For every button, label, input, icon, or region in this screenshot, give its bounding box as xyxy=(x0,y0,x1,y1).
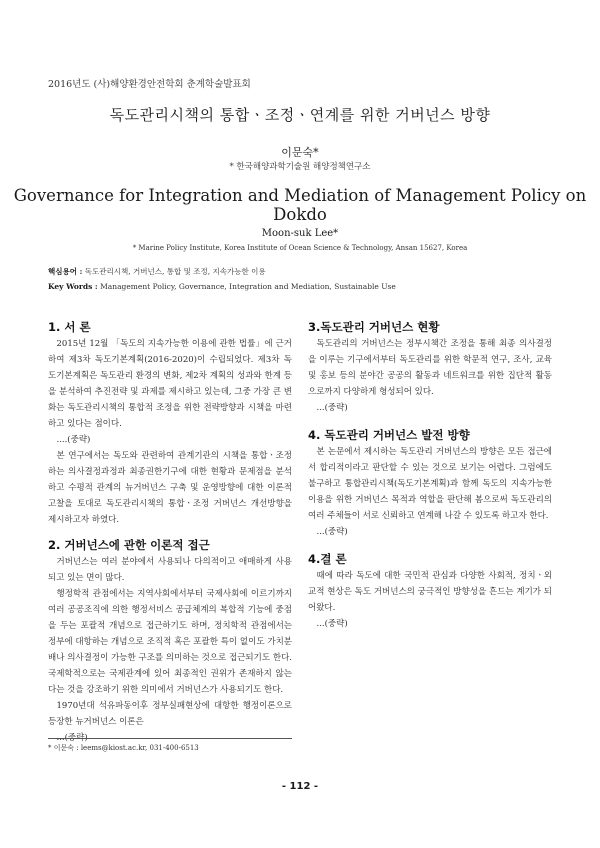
section-2-omission: ...(중략) xyxy=(56,733,88,743)
left-column xyxy=(48,318,292,746)
affiliation-english: * Marine Policy Institute, Korea Institute of Ocean Science & Technology, Ansan 15627, Korea xyxy=(132,244,468,252)
keywords-english-text: Management Policy, Governance, Integration and Mediation, Sustainable Use xyxy=(97,282,396,291)
right-column xyxy=(308,318,552,632)
author-korean: 이문숙* xyxy=(281,146,319,159)
section-3-omission: ...(중략) xyxy=(316,403,348,413)
page-number: - 112 - xyxy=(281,781,319,792)
section-2-paragraph-1: 거버넌스는 여러 분야에서 사용되나 다의적이고 애매하게 사용되고 있는 면이 많다. xyxy=(48,557,292,583)
section-2-paragraph-2: 행정학적 관점에서는 지역사회에서부터 국제사회에 이르기까지 여러 공공조직에 의한 행정서비스 공급체계의 복합적 기능에 중점을 두는 포괄적 개념으로 접근하기도 하며, 정치학적 관점에서는 정부에 대항하는 개념으로 조직적 혹은 포괄한 특이 없이도 가치분배나 의사결정이 가능한 구조를 의미하는 것으로 접근되기도 한다. 국제학적으로는 국제관계에 있어 최종적인 권위가 존재하지 않는다는 것을 강조하기 위한 의미에서 거버넌스가 사용되기도 한다. xyxy=(48,589,292,695)
section-4-paragraph-1: 본 논문에서 제시하는 독도관리 거버넌스의 방향은 모든 접근에서 합리적이라고 판단할 수 있는 것으로 보기는 어렵다. 그럼에도 불구하고 통합관리시책(독도기본계획)과 함께 독도의 지속가능한 이용을 위한 거버넌스 목적과 역할을 판단해 봄으로써 독도관리의 여러 주체들이 서로 신뢰하고 연계해 나갈 수 있도록 하고자 한다. xyxy=(308,447,552,521)
paper-title-english: Governance for Integration and Mediation of Management Policy on Dokdo xyxy=(13,186,587,224)
section-1-omission: ....(중략) xyxy=(56,435,91,445)
section-3-heading: 3.독도관리 거버넌스 현황 xyxy=(308,320,440,334)
section-5-paragraph-1: 때에 따라 독도에 대한 국민적 관심과 다양한 사회적, 정치ㆍ외교적 현상은 독도 거버넌스의 궁극적인 방향성을 흔드는 계기가 되어왔다. xyxy=(308,571,552,613)
section-5-omission: ...(중략) xyxy=(316,619,348,629)
section-5-heading: 4.결 론 xyxy=(308,552,347,566)
paper-title-korean: 독도관리시책의 통합ㆍ조정ㆍ연계를 위한 거버넌스 방향 xyxy=(109,106,491,124)
keywords-korean xyxy=(48,266,266,277)
keywords-korean-text: 독도관리시책, 거버넌스, 통합 및 조정, 지속가능한 이용 xyxy=(82,267,266,276)
footnote-divider xyxy=(48,738,292,739)
footnote: * 이문숙 : leems@kiost.ac.kr, 031-400-6513 xyxy=(48,744,199,752)
affiliation-korean: * 한국해양과학기술원 해양정책연구소 xyxy=(229,162,371,172)
section-1-paragraph-2: 본 연구에서는 독도와 관련하여 관계기관의 시책을 통합ㆍ조정하는 의사결정과정과 최종권한기구에 대한 현황과 문제점을 분석하고 수평적 관계의 뉴거버넌스 구축 및 운영방향에 대한 이론적 고찰을 토대로 독도관리시책의 통합ㆍ조정 거버넌스 개선방향을 제시하고자 하였다. xyxy=(48,451,292,525)
section-1-heading: 1. 서 론 xyxy=(48,320,91,334)
section-4-omission: ...(중략) xyxy=(316,527,348,537)
section-4-heading: 4. 독도관리 거버넌스 발전 방향 xyxy=(308,428,470,442)
section-2-heading: 2. 거버넌스에 관한 이론적 접근 xyxy=(48,538,210,552)
author-english: Moon-suk Lee* xyxy=(261,228,339,239)
keywords-english xyxy=(48,282,396,291)
conference-header: 2016년도 (사)해양환경안전학회 춘계학술발표회 xyxy=(48,79,251,90)
section-1-paragraph-1: 2015년 12월 「독도의 지속가능한 이용에 관한 법률」에 근거하여 제3차 독도기본계획(2016-2020)이 수립되었다. 제3차 독도기본계획은 독도관리 환경의 변화, 제2차 계획의 성과와 한계 등을 분석하여 추진전략 및 과제를 제시하고 있는데, 그중 가장 큰 변화는 독도관리시책의 통합적 조정을 위한 전략방향과 시책을 마련하고 있다는 점이다. xyxy=(48,339,292,429)
section-2-paragraph-3: 1970년대 석유파동이후 정부실패현상에 대항한 행정이론으로 등장한 뉴거버넌스 이론은 xyxy=(48,701,292,727)
keywords-english-label: Key Words : xyxy=(48,282,98,291)
keywords-korean-label: 핵심용어 : xyxy=(48,267,83,276)
section-3-paragraph-1: 독도관리의 거버넌스는 정부시책간 조정을 통해 최종 의사결정을 이루는 기구에서부터 독도관리를 위한 학문적 연구, 조사, 교육 및 홍보 등의 분야간 공공의 활동과 네트워크를 위한 집단적 활동으로까지 다양하게 형성되어 있다. xyxy=(308,339,552,397)
